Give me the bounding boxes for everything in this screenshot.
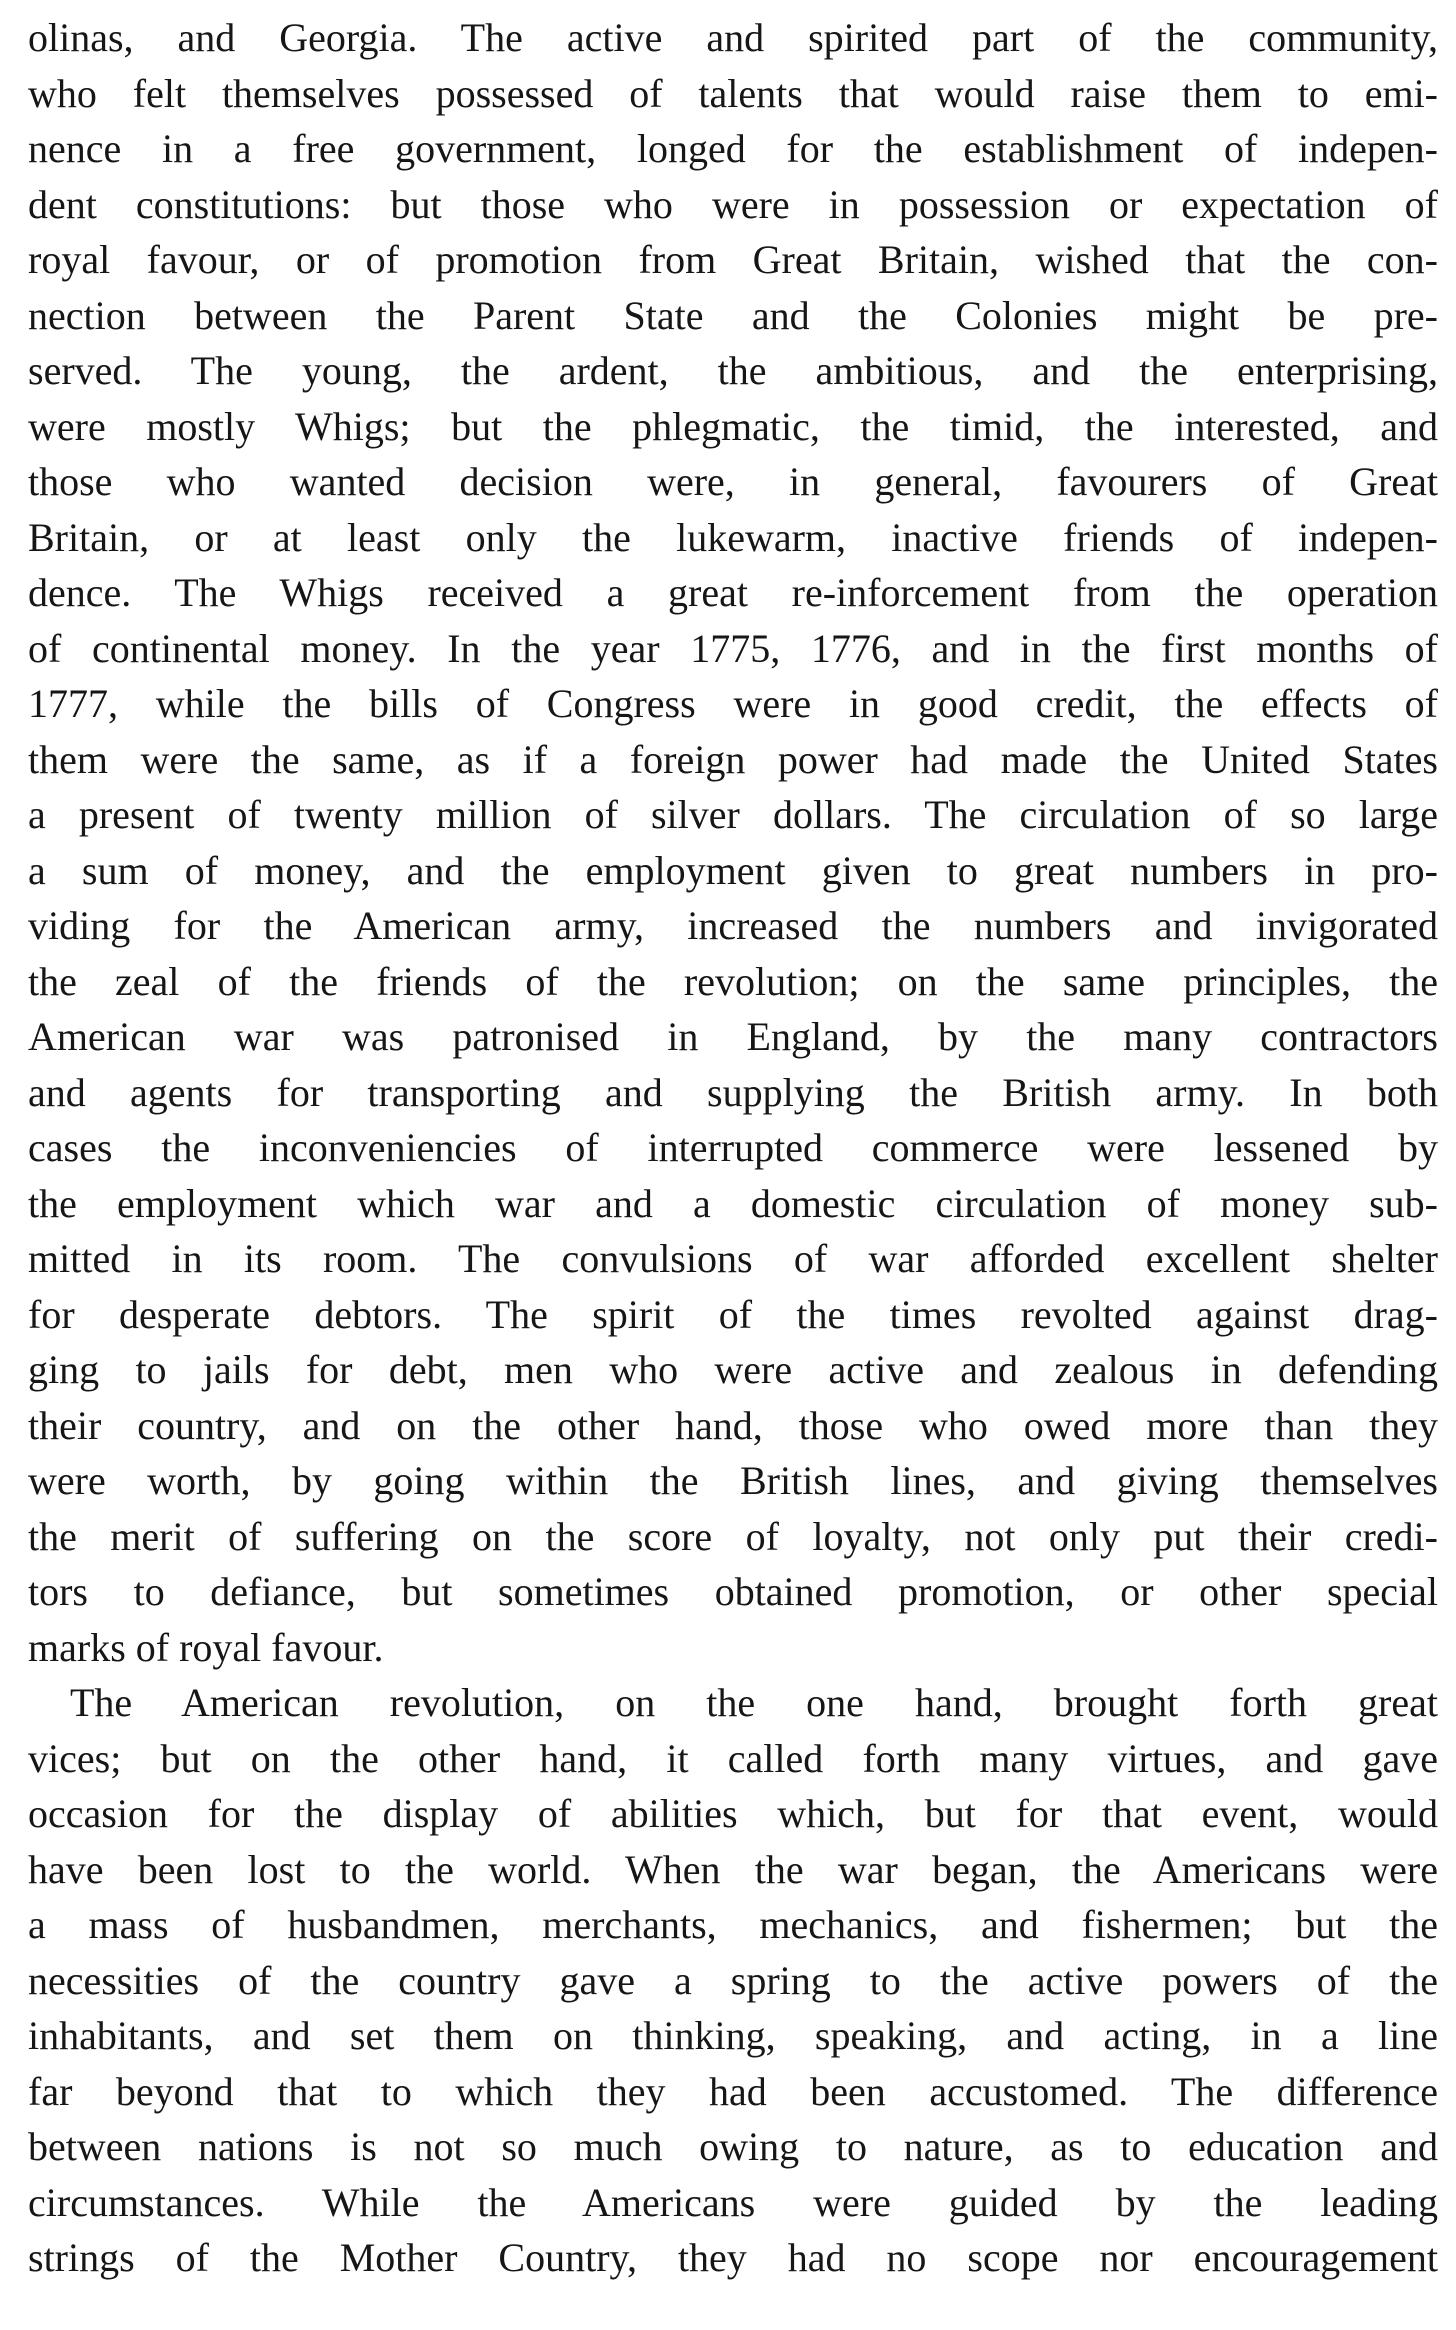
text-line: nection between the Parent State and the Colonies might be pre- — [28, 292, 1438, 338]
text-line: them were the same, as if a foreign power had made the United States — [28, 736, 1438, 782]
text-line: a sum of money, and the employment given to great numbers in pro- — [28, 847, 1438, 893]
text-line: inhabitants, and set them on thinking, speaking, and acting, in a line — [28, 2013, 1438, 2058]
text-line: served. The young, the ardent, the ambitious, and the enterprising, — [28, 348, 1438, 393]
document-page — [28, 10, 1438, 2286]
text-line: far beyond that to which they had been accustomed. The difference — [28, 2068, 1438, 2114]
text-line: the zeal of the friends of the revolution; on the same principles, the — [28, 958, 1438, 1004]
text-line: American war was patronised in England, by the many contractors — [28, 1014, 1438, 1059]
text-line: and agents for transporting and supplying the British army. In both — [28, 1069, 1438, 1115]
text-line: their country, and on the other hand, those who owed more than they — [28, 1402, 1438, 1448]
text-line: strings of the Mother Country, they had no scope nor encouragement — [28, 2235, 1438, 2280]
text-line: a mass of husbandmen, merchants, mechanics, and fishermen; but the — [28, 1902, 1438, 1947]
text-line: mitted in its room. The convulsions of war afforded excellent shelter — [28, 1236, 1438, 1281]
paragraph-1 — [28, 10, 1438, 1675]
text-line: dence. The Whigs received a great re-inforcement from the operation — [28, 570, 1438, 615]
text-line: nence in a free government, longed for the establishment of indepen- — [28, 126, 1438, 171]
text-line: 1777, while the bills of Congress were in good credit, the effects of — [28, 681, 1438, 726]
text-line: The American revolution, on the one hand, brought forth great — [70, 1680, 1438, 1725]
text-line: for desperate debtors. The spirit of the times revolted against drag- — [28, 1291, 1438, 1337]
text-line: have been lost to the world. When the war began, the Americans were — [28, 1846, 1438, 1892]
text-line: vices; but on the other hand, it called forth many virtues, and gave — [28, 1735, 1438, 1781]
text-line: between nations is not so much owing to nature, as to education and — [28, 2124, 1438, 2169]
text-line: tors to defiance, but sometimes obtained promotion, or other special — [28, 1569, 1438, 1614]
text-line: necessities of the country gave a spring to the active powers of the — [28, 1957, 1438, 2003]
text-line: a present of twenty million of silver dollars. The circulation of so large — [28, 792, 1438, 837]
text-line: Britain, or at least only the lukewarm, inactive friends of indepen- — [28, 514, 1438, 560]
text-line: those who wanted decision were, in general, favourers of Great — [28, 459, 1438, 504]
text-line: occasion for the display of abilities which, but for that event, would — [28, 1791, 1438, 1836]
text-line: viding for the American army, increased the numbers and invigorated — [28, 903, 1438, 948]
text-line: circumstances. While the Americans were guided by the leading — [28, 2179, 1438, 2225]
paragraph-2 — [28, 1675, 1438, 2286]
text-line: were worth, by going within the British lines, and giving themselves — [28, 1458, 1438, 1503]
text-line: olinas, and Georgia. The active and spirited part of the community, — [28, 15, 1438, 60]
text-line: who felt themselves possessed of talents that would raise them to emi- — [28, 70, 1438, 116]
text-line: dent constitutions: but those who were in possession or expectation of — [28, 181, 1438, 227]
text-line: marks of royal favour. — [28, 1624, 384, 1670]
text-line: royal favour, or of promotion from Great Britain, wished that the con- — [28, 237, 1438, 282]
text-line: cases the inconveniencies of interrupted commerce were lessened by — [28, 1125, 1438, 1170]
text-line: the merit of suffering on the score of loyalty, not only put their credi- — [28, 1513, 1438, 1559]
text-line: were mostly Whigs; but the phlegmatic, the timid, the interested, and — [28, 403, 1438, 449]
text-line: ging to jails for debt, men who were active and zealous in defending — [28, 1347, 1438, 1392]
text-line: the employment which war and a domestic circulation of money sub- — [28, 1180, 1438, 1226]
text-line: of continental money. In the year 1775, 1776, and in the first months of — [28, 625, 1438, 671]
